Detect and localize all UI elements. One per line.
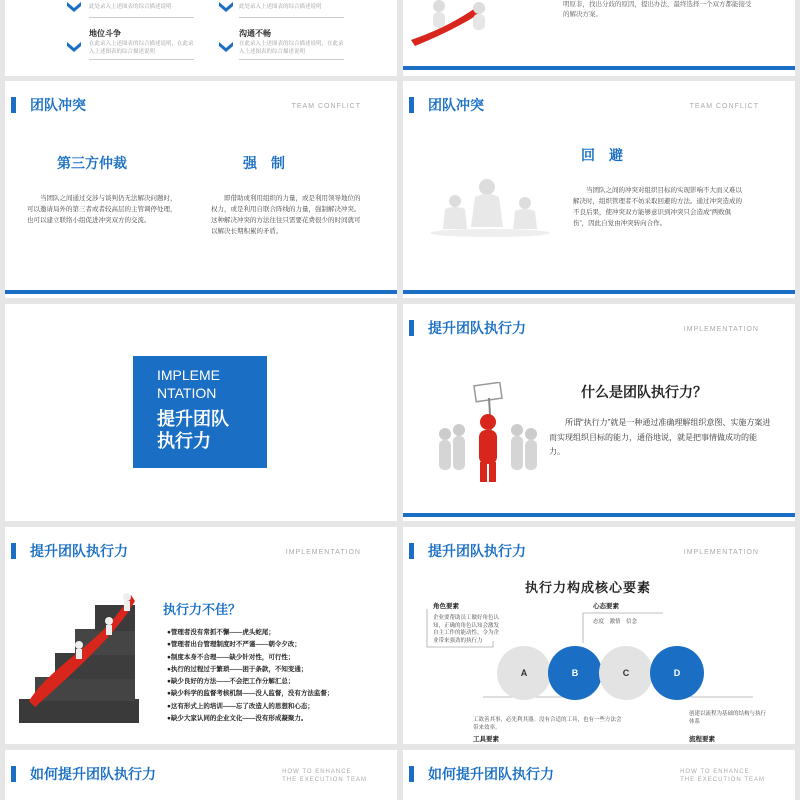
chevron-down-icon: [67, 2, 81, 12]
section-cover-box: [133, 356, 267, 468]
body-text: 明原非，找出分歧的原因，提出办法，最终选择一个双方都能接受的解决方案。: [563, 1, 752, 18]
leader-with-sign-image: [433, 382, 543, 486]
label-role: 角色要素: [433, 603, 459, 610]
list-item: ●管理者没有常抓不懈——虎头蛇尾；: [167, 629, 275, 636]
item-desc: 此处录入上述图表的综合描述说明: [89, 4, 172, 10]
label-tool: 工具要素: [473, 736, 499, 743]
subtitle-en-line1: HOW TO ENHANCE: [282, 769, 352, 775]
cover-cn-line2: 执行力: [157, 431, 211, 451]
text-mind: 态度 激情 信念: [593, 619, 638, 625]
slide-conflict-negotiation: [403, 0, 795, 76]
cover-cn-line1: 提升团队: [157, 409, 229, 429]
element-circle-d: D: [650, 646, 704, 700]
section-subtitle-en: [680, 768, 765, 784]
core-heading: 执行力构成核心要素: [525, 580, 652, 595]
chevron-down-icon: [219, 42, 233, 52]
list-item: ●缺少科学的监督考核机制——没人监督，没有方法监督；: [167, 690, 334, 698]
cover-en-line2: NTATION: [157, 385, 217, 401]
section-title: 团队冲突: [409, 97, 484, 113]
col2-text: 即借助或利用组织的力量，或是利用领导地位的权力，或是利用自联合阵线的力量，强制解决冲突。这种解决冲突的方法往往只需要花费很少的时间就可以解决长期积累的矛盾。: [211, 195, 361, 235]
slide-how-to-enhance-1: [5, 750, 397, 800]
chevron-down-icon: [67, 42, 81, 52]
section-title: 提升团队执行力: [409, 320, 526, 336]
section-subtitle-en: TEAM CONFLICT: [291, 103, 361, 110]
element-circle-c: C: [599, 646, 653, 700]
section-subtitle-en: IMPLEMENTATION: [285, 549, 361, 556]
slide-how-to-enhance-2: [403, 750, 795, 800]
slide-team-conflict-avoid: [403, 81, 795, 298]
item-desc: 在此录入上述图表的综合描述说明，在此录入上述图表的综合描述说明: [239, 41, 344, 55]
list-item: ●制度本身不合理——缺少针对性，可行性；: [167, 653, 295, 661]
text-tool: 工欲善其事，必先利其器。没有合适的工具，也有一些方法会带来效率。: [473, 717, 622, 731]
element-circle-a: A: [497, 646, 551, 700]
slide-what-is-execution: [403, 304, 795, 521]
subtitle-en-line2: THE EXECUTION TEAM: [282, 777, 367, 783]
section-subtitle-en: IMPLEMENTATION: [683, 326, 759, 333]
subtitle-en-line2: THE EXECUTION TEAM: [680, 777, 765, 783]
col1-heading: 第三方仲裁: [57, 155, 127, 171]
col1-text: 当团队之间通过交涉与谈判仍无法解决问题时，可以邀请局外的第三者或者较高层的主管调停处理，也可以建立联络小组促进冲突双方的交流。: [27, 195, 177, 224]
slide-team-conflict-causes: [5, 0, 397, 76]
definition-text: 所谓“执行力”就是一种通过准确理解组织意图、实施方案进而实现组织目标的能力，通俗地说，就是把事情做成功的能力。: [549, 418, 771, 456]
list-item: ●管理者出台管理制度时不严谨——朝令夕改；: [167, 641, 301, 649]
list-item: ●缺少大家认同的企业文化——没有形成凝聚力。: [167, 715, 308, 723]
section-subtitle-en: IMPLEMENTATION: [683, 549, 759, 556]
stairs-figures-image: [19, 589, 149, 729]
avoid-heading: 回 避: [581, 147, 623, 163]
section-subtitle-en: [282, 768, 367, 784]
avoid-text: 当团队之间的冲突对组织目标的实现影响不大而又难以解决时，组织管理者不妨采取回避的方法。通过冲突造成的不良后果，使冲突双方能够意识到冲突只会造成“两败俱伤”，因此自觉由冲突转向合作。: [573, 187, 742, 227]
subtitle-en-line1: HOW TO ENHANCE: [680, 769, 750, 775]
section-title: 提升团队执行力: [409, 543, 526, 559]
item-title: 沟通不畅: [239, 29, 271, 38]
runners-figures-image: [425, 177, 555, 237]
list-item: ●缺少良好的方法——不会把工作分解汇总；: [167, 678, 295, 686]
item-desc: 此处录入上述图表的综合描述说明: [239, 4, 322, 10]
item-desc: 在此录入上述图表的综合描述说明，在此录入上述图表的综合描述说明: [89, 41, 194, 55]
text-role: 企业要帮助员工做好角色认知，正确的角色认知会激发自主工作的能动性，令为企业带来强劲的执行力: [433, 615, 500, 644]
element-circle-b: B: [548, 646, 602, 700]
section-title: 如何提升团队执行力: [11, 766, 156, 782]
text-flow: 创建以流程为基础的结构与执行体系: [689, 711, 767, 725]
poor-execution-heading: 执行力不佳？: [163, 602, 242, 617]
list-item: ●执行的过程过于繁琐——困于条款，不知变通；: [167, 665, 308, 673]
label-flow: 流程要素: [689, 736, 715, 743]
question-heading: 什么是团队执行力？: [581, 384, 707, 400]
item-title: 地位斗争: [89, 29, 121, 38]
section-subtitle-en: TEAM CONFLICT: [689, 103, 759, 110]
slide-section-cover: [5, 304, 397, 521]
problem-list: [167, 627, 393, 725]
label-mind: 心态要素: [593, 603, 619, 610]
slide-team-conflict-arbitration: [5, 81, 397, 298]
competition-figures-image: [409, 0, 519, 46]
col2-heading: 强 制: [243, 155, 285, 171]
cover-en-line1: IMPLEME: [157, 367, 221, 383]
section-title: 团队冲突: [11, 97, 86, 113]
list-item: ●这有形式上的培训——忘了改造人的思想和心态；: [167, 702, 314, 710]
section-title: 如何提升团队执行力: [409, 766, 554, 782]
slide-poor-execution: [5, 527, 397, 744]
chevron-down-icon: [219, 2, 233, 12]
slide-core-elements: [403, 527, 795, 744]
section-title: 提升团队执行力: [11, 543, 128, 559]
